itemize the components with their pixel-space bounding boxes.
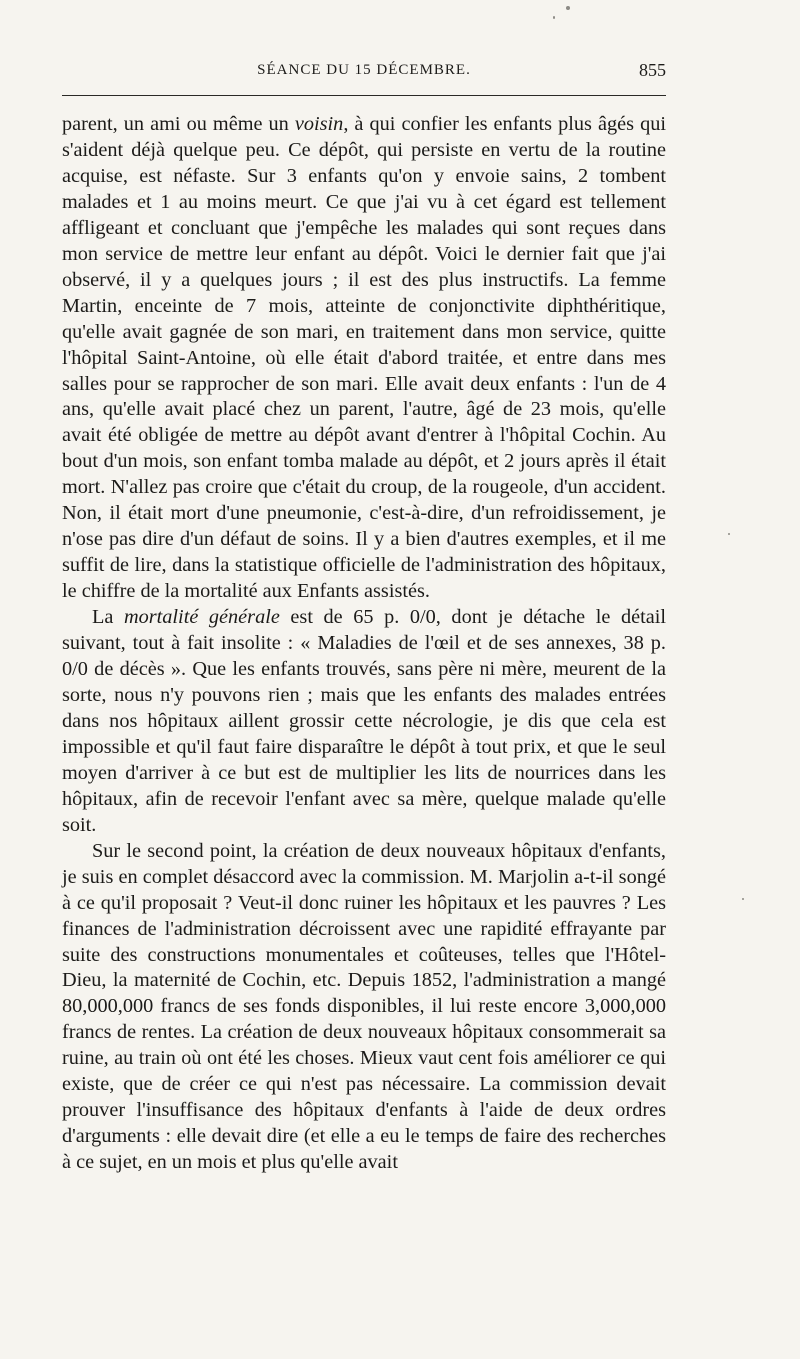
- paragraph-2: [62, 605, 666, 839]
- paragraph-1-text: , à qui confier les enfants plus âgés qui s'aident déjà quelque peu. Ce dépôt, qui persiste en vertu de la routine acquise, est néfaste. Sur 3 enfants qu'on y envoie sains, 2 tombent malades et 1 au moins meurt. Ce que j'ai vu à cet égard est tellement affligeant et concluant que j'empêche les malades qui sont reçues dans mon service de mettre leur enfant au dépôt. Voici le dernier fait que j'ai observé, il y a quelques jours ; il est des plus instructifs. La femme Martin, enceinte de 7 mois, atteinte de conjonctivite diphthéritique, qu'elle avait gagnée de son mari, en traitement dans mon service, quitte l'hôpital Saint-Antoine, où elle était d'abord traitée, et entre dans mes salles pour se rapprocher de son mari. Elle avait deux enfants : l'un de 4 ans, qu'elle avait placé chez un parent, l'autre, âgé de 23 mois, qu'elle avait été obligée de mettre au dépôt avant d'entrer à l'hôpital Cochin. Au bout d'un mois, son enfant tomba malade au dépôt, et 2 jours après il était mort. N'allez pas croire que c'était du croup, de la rougeole, d'un accident. Non, il était mort d'une pneumonie, c'est-à-dire, d'un refroidissement, je n'ose pas dire d'un défaut de soins. Il y a bien d'autres exemples, et il me suffit de lire, dans la statistique officielle de l'administration des hôpitaux, le chiffre de la mortalité aux Enfants assistés.: [62, 113, 666, 603]
- body-text: [62, 112, 666, 1176]
- paper-speck: [553, 16, 555, 19]
- running-title: SÉANCE DU 15 DÉCEMBRE.: [257, 62, 471, 78]
- paragraph-3-text: Sur le second point, la création de deux nouveaux hôpitaux d'enfants, je suis en complet désaccord avec la commission. M. Marjolin a-t-il songé à ce qu'il proposait ? Veut-il donc ruiner les hôpitaux et les pauvres ? Les finances de l'administration décroissent avec une rapidité effrayante par suite des constructions monumentales et coûteuses, telles que l'Hôtel-Dieu, la maternité de Cochin, etc. Depuis 1852, l'administration a mangé 80,000,000 francs de ses fonds disponibles, il lui reste encore 3,000,000 francs de rentes. La création de deux nouveaux hôpitaux consommerait sa ruine, au train où ont été les choses. Mieux vaut cent fois améliorer ce qui existe, que de créer ce qui n'est pas nécessaire. La commission devait prouver l'insuffisance des hôpitaux d'enfants à l'aide de deux ordres d'arguments : elle devait dire (et elle a eu le temps de faire des recherches à ce sujet, en un mois et plus qu'elle avait: [62, 839, 666, 1174]
- paper-speck: [742, 898, 744, 900]
- paragraph-2-text: est de 65 p. 0/0, dont je détache le détail suivant, tout à fait insolite : « Maladies de l'œil et de ses annexes, 38 p. 0/0 de décès ». Que les enfants trouvés, sans père ni mère, meurent de la sorte, nous n'y pouvons rien ; mais que les enfants des malades entrées dans nos hôpitaux aillent grossir cette nécrologie, je dis que cela est impossible et qu'il faut faire disparaître le dépôt à tout prix, et que le seul moyen d'arriver à ce but est de multiplier les lits de nourrices dans les hôpitaux, afin de recevoir l'enfant avec sa mère, quelque malade qu'elle soit.: [62, 606, 667, 836]
- header-rule: [62, 95, 666, 96]
- paragraph-1-text: parent, un ami ou même un: [62, 113, 295, 135]
- paragraph-1-italic-word: voisin: [294, 113, 344, 135]
- paper-speck: [728, 533, 730, 535]
- page-number: 855: [639, 60, 666, 80]
- paragraph-2-italic-phrase: mortalité générale: [123, 606, 280, 629]
- paper-speck: [566, 6, 570, 10]
- running-head: [62, 60, 666, 86]
- paragraph-1: [62, 112, 666, 605]
- paragraph-3: [62, 839, 666, 1176]
- paragraph-2-text: La: [92, 606, 124, 629]
